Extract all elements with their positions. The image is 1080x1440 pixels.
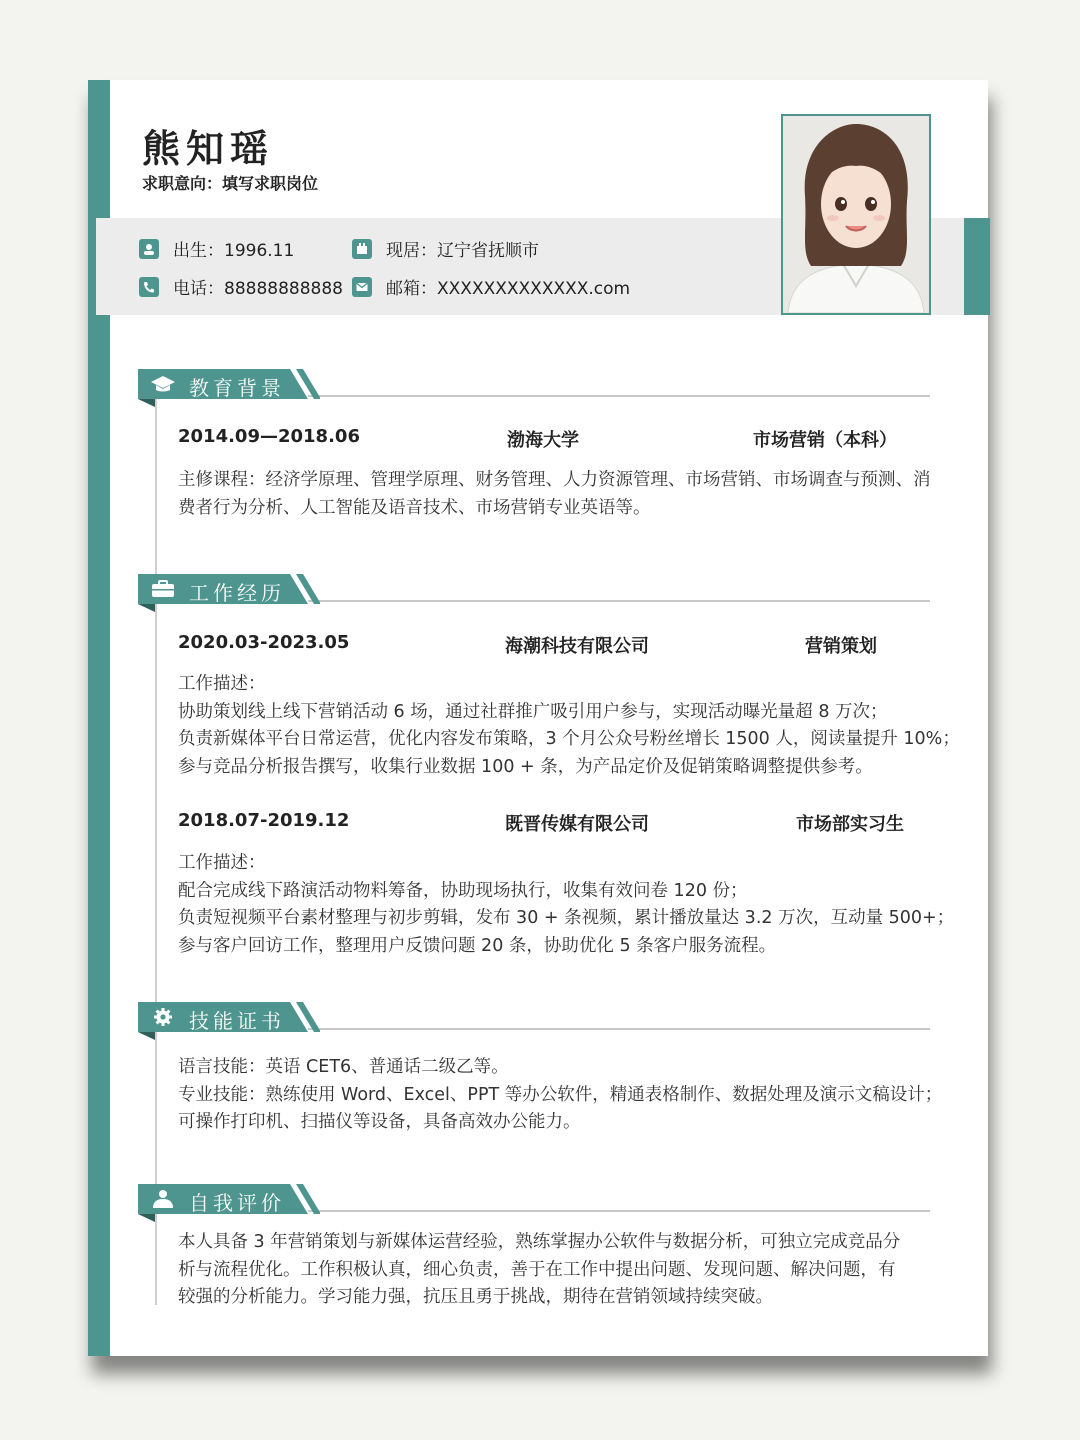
section-divider [308, 1210, 930, 1212]
edu-period: 2014.09—2018.06 [178, 426, 360, 447]
birth-text: 出生：1996.11 [173, 241, 295, 261]
graduation-cap-icon [150, 374, 176, 394]
text-line: 负责短视频平台素材整理与初步剪辑，发布 30 + 条视频，累计播放量达 3.2 万次，互动量 500+； [178, 908, 955, 928]
job-role: 营销策划 [805, 636, 877, 657]
residence-text: 现居：辽宁省抚顺市 [386, 241, 539, 261]
job-intent: 求职意向：填写求职岗位 [142, 174, 319, 193]
job-company: 既晋传媒有限公司 [505, 814, 649, 835]
self-eval-text [178, 1229, 978, 1312]
text-line: 主修课程：经济学原理、管理学原理、财务管理、人力资源管理、市场营销、市场调查与预测、消 [178, 470, 931, 490]
text-line: 本人具备 3 年营销策划与新媒体运营经验，熟练掌握办公软件与数据分析，可独立完成竞品分 [178, 1232, 901, 1252]
job-description [178, 671, 978, 781]
contact-birth [139, 236, 294, 261]
person-icon [139, 239, 159, 259]
section-divider [308, 395, 930, 397]
text-line: 负责新媒体平台日常运营，优化内容发布策略，3 个月公众号粉丝增长 1500 人，阅读量提升 10%； [178, 729, 960, 749]
section-title: 技能证书 [189, 1009, 285, 1033]
section-divider [308, 1028, 930, 1030]
contact-phone [139, 274, 343, 299]
section-self-eval-header [138, 1184, 930, 1218]
job-period: 2020.03-2023.05 [178, 632, 350, 653]
phone-text[interactable]: 电话：88888888888 [173, 279, 343, 299]
text-line: 语言技能：英语 CET6、普通话二级乙等。 [178, 1057, 509, 1077]
mail-icon [352, 277, 372, 297]
gear-icon [150, 1007, 176, 1027]
briefcase-icon [150, 579, 176, 599]
text-line: 较强的分析能力。学习能力强，抗压且勇于挑战，期待在营销领域持续突破。 [178, 1287, 773, 1307]
profile-photo [781, 114, 931, 315]
text-line: 可操作打印机、扫描仪等设备，具备高效办公能力。 [178, 1112, 581, 1132]
text-line: 费者行为分析、人工智能及语音技术、市场营销专业英语等。 [178, 497, 651, 518]
user-icon [150, 1189, 176, 1209]
text-line: 工作描述： [178, 853, 266, 873]
text-line: 协助策划线上线下营销活动 6 场，通过社群推广吸引用户参与，实现活动曝光量超 8 万次； [178, 701, 888, 722]
section-title: 自我评价 [189, 1191, 285, 1215]
section-skills-header [138, 1002, 930, 1036]
skills-text [178, 1054, 978, 1137]
job-company: 海潮科技有限公司 [505, 636, 649, 657]
text-line: 参与竞品分析报告撰写，收集行业数据 100 + 条，为产品定价及促销策略调整提供参考。 [178, 756, 873, 777]
candidate-name: 熊知瑶 [142, 127, 275, 171]
edu-school: 渤海大学 [507, 430, 579, 451]
timeline-line [155, 395, 157, 1305]
section-divider [308, 600, 930, 602]
contact-residence [352, 236, 539, 261]
job-role: 市场部实习生 [796, 814, 904, 835]
section-education-header [138, 369, 930, 403]
section-title: 工作经历 [189, 581, 285, 605]
home-icon [352, 239, 372, 259]
text-line: 配合完成线下路演活动物料筹备，协助现场执行，收集有效问卷 120 份； [178, 880, 748, 901]
contact-email [352, 274, 630, 299]
section-title: 教育背景 [189, 376, 285, 400]
phone-icon [139, 277, 159, 297]
edu-courses [178, 467, 978, 522]
job-period: 2018.07-2019.12 [178, 810, 350, 831]
text-line: 工作描述： [178, 674, 266, 694]
text-line: 专业技能：熟练使用 Word、Excel、PPT 等办公软件，精通表格制作、数据处理及演示文稿设计； [178, 1084, 943, 1105]
contact-band-accent [964, 218, 990, 315]
job-description [178, 850, 978, 960]
text-line: 析与流程优化。工作积极认真，细心负责，善于在工作中提出问题、发现问题、解决问题，有 [178, 1259, 896, 1280]
edu-major: 市场营销（本科） [753, 430, 897, 451]
text-line: 参与客户回访工作，整理用户反馈问题 20 条，协助优化 5 条客户服务流程。 [178, 935, 777, 956]
section-work-header [138, 574, 930, 608]
email-text[interactable]: 邮箱：XXXXXXXXXXXXX.com [386, 279, 631, 299]
